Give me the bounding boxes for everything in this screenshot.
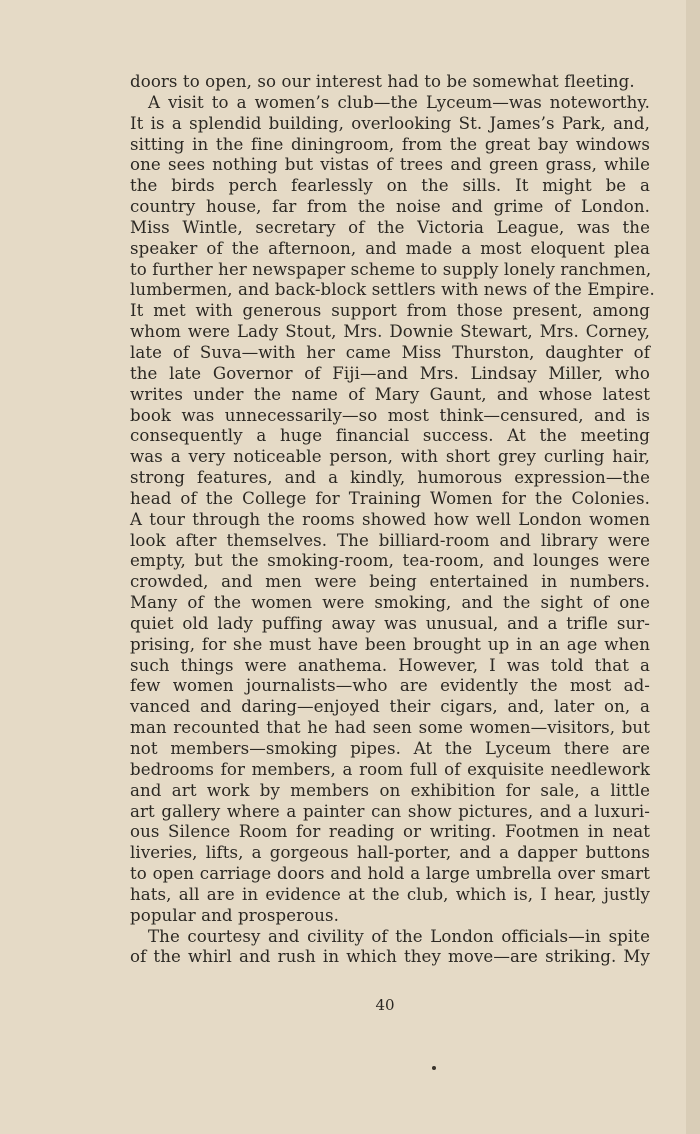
text-line: country house, far from the noise and grime of London. [130,197,650,217]
text-line: liveries, lifts, a gorgeous hall-porter, and a dapper buttons [130,843,650,863]
text-line: such things were anathema. However, I was told that a [130,655,650,675]
text-line: speaker of the afternoon, and made a most eloquent plea [130,238,650,258]
text-line: art gallery where a painter can show pictures, and a luxuri- [130,801,650,821]
page-number: 40 [375,996,395,1014]
body-text [130,72,655,968]
text-line: hats, all are in evidence at the club, which is, I hear, justly [130,884,650,904]
text-line: sitting in the fine diningroom, from the great bay windows [130,134,650,154]
text-line: was a very noticeable person, with short grey curling hair, [130,447,650,467]
text-line: of the whirl and rush in which they move—are striking. My [130,947,650,967]
text-line: man recounted that he had seen some women—visitors, but [130,718,650,738]
text-line: The courtesy and civility of the London officials—in spite [148,926,650,946]
text-line: the birds perch fearlessly on the sills. It might be a [130,176,650,196]
text-line: prising, for she must have been brought up in an age when [130,634,650,654]
page-edge-shade [686,0,700,1134]
text-line: and art work by members on exhibition for sale, a little [130,780,650,800]
text-line: A tour through the rooms showed how well London women [130,509,650,529]
ink-speck [432,1066,436,1070]
text-line: late of Suva—with her came Miss Thurston, daughter of [130,342,650,362]
text-line: the late Governor of Fiji—and Mrs. Lindsay Miller, who [130,363,650,383]
text-line: whom were Lady Stout, Mrs. Downie Stewart, Mrs. Corney, [130,322,650,342]
text-line: empty, but the smoking-room, tea-room, and lounges were [130,551,650,571]
text-line: not members—smoking pipes. At the Lyceum there are [130,739,650,758]
text-line: writes under the name of Mary Gaunt, and whose latest [130,384,650,404]
text-line: consequently a huge financial success. At the meeting [130,426,650,446]
text-line: look after themselves. The billiard-room and library were [130,530,650,550]
text-line: A visit to a women’s club—the Lyceum—was noteworthy. [148,92,650,112]
text-line: lumbermen, and back-block settlers with news of the Empire. [130,280,655,300]
text-line: few women journalists—who are evidently the most ad- [130,676,650,696]
text-line: to open carriage doors and hold a large umbrella over smart [130,864,650,884]
text-line: bedrooms for members, a room full of exquisite needlework [130,759,650,779]
text-line: book was unnecessarily—so most think—censured, and is [130,405,650,425]
text-line: ous Silence Room for reading or writing. Footmen in neat [130,822,650,842]
text-line: Many of the women were smoking, and the sight of one [130,593,650,613]
text-line: to further her newspaper scheme to supply lonely ranchmen, [130,259,652,279]
text-line: popular and prosperous. [130,905,340,925]
text-line: crowded, and men were being entertained in numbers. [130,572,650,592]
text-line: It is a splendid building, overlooking St. James’s Park, and, [130,113,650,133]
text-line: doors to open, so our interest had to be somewhat fleeting. [130,72,635,91]
text-line: It met with generous support from those present, among [130,301,650,321]
text-line: one sees nothing but vistas of trees and green grass, while [130,155,650,175]
text-line: quiet old lady puffing away was unusual, and a trifle sur- [130,613,650,633]
text-line: vanced and daring—enjoyed their cigars, and, later on, a [130,697,650,717]
text-line: strong features, and a kindly, humorous expression—the [130,468,650,488]
text-line: head of the College for Training Women for the Colonies. [130,488,650,508]
text-line: Miss Wintle, secretary of the Victoria League, was the [130,217,650,237]
